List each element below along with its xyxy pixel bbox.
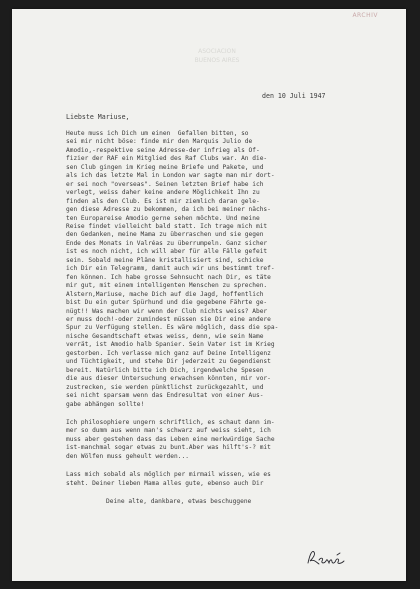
- text-line: nügt!! Was machen wir wenn der Club nichts weiss? Aber: [66, 307, 268, 315]
- text-line: bereit. Natürlich bitte ich Dich, irgendwelche Spesen: [66, 366, 264, 374]
- closing-line: Deine alte, dankbare, etwas beschuggene: [106, 498, 252, 506]
- text-line: Lass mich sobald als möglich per mirmail wissen, wie es: [66, 471, 271, 479]
- letter-date: den 10 Juli 1947: [262, 92, 326, 100]
- text-line: ich Dir ein Telegramm, damit auch wir uns bestimmt tref-: [66, 265, 275, 273]
- text-line: ist-manchmal sogar etwas zu bunt.Aber was hilft's-? mit: [66, 444, 271, 452]
- letterhead-line-1: ASOCIACION: [198, 48, 236, 55]
- text-line: Ende des Monats in Valréas zu überrumpeln. Ganz sicher: [66, 239, 268, 247]
- text-line: gabe abhängen sollte!: [66, 400, 145, 408]
- archive-stamp: ARCHIV: [352, 12, 378, 19]
- text-line: Ich philosophiere ungern schriftlich, es schaut dann im-: [66, 418, 275, 426]
- text-line: Heute muss ich Dich um einen Gefallen bitten, so: [66, 130, 249, 137]
- text-line: verrät, ist Amodio halb Spanier. Sein Vater ist im Krieg: [66, 341, 275, 349]
- text-line: er sei noch "overseas". Seinen letzten Brief habe ich: [66, 180, 264, 188]
- text-line: sen Club gingen im Krieg meine Briefe und Pakete, und: [66, 163, 264, 171]
- text-line: mir gut, mit einem intelligenten Menschen zu sprechen.: [66, 282, 268, 290]
- text-line: Amodio,-respektive seine Adresse-der infrieg als Of-: [66, 146, 260, 154]
- text-line: die aus dieser Untersuchung erwachsen könnten, mir vor-: [66, 375, 271, 383]
- text-line: muss aber gestehen dass das Leben eine merkwürdige Sache: [66, 435, 275, 443]
- text-line: Spur zu Verfügung stellen. Es wäre möglich, dass die spa-: [66, 324, 279, 332]
- letter-page: [12, 9, 406, 581]
- text-line: fen können. Ich habe grosse Sehnsucht nach Dir, es täte: [66, 273, 271, 281]
- text-line: als ich das letzte Mal in London war sagte man mir dort-: [66, 172, 275, 180]
- letterhead-line-2: BUENOS AIRES: [194, 57, 240, 64]
- text-line: er muss doch!-oder zumindest müssen sie Dir eine andere: [66, 315, 271, 323]
- text-line: nische Gesandtschaft etwas weiss, denn, wie sein Name: [66, 332, 264, 340]
- text-line: sein. Sobald meine Pläne kristallisiert sind, schicke: [66, 256, 264, 264]
- text-line: und Tüchtigkeit, und stehe Dir jederzeit zu Gegendienst: [66, 358, 271, 366]
- salutation: Liebste Mariuse,: [66, 113, 130, 121]
- text-line: gen diese Adresse zu bekommen, da ich bei meiner nächs-: [66, 206, 271, 214]
- text-line: finden als den Club. Es ist mir ziemlich daran gele-: [66, 197, 260, 205]
- text-line: zustrecken, sie werden pünktlichst zurückgezahlt, und: [66, 383, 264, 391]
- letter-body: [66, 130, 386, 507]
- text-line: den Wölfen muss geheult werden...: [66, 452, 189, 460]
- text-line: gestorben. Ich verlasse mich ganz auf Deine Intelligenz: [66, 349, 271, 357]
- text-line: ist es noch nicht, ich will aber für alle Fälle gefeit: [66, 248, 268, 256]
- text-line: sei nicht sparsam wenn das Endresultat von einer Aus-: [66, 392, 264, 400]
- paragraph-3: [66, 471, 386, 488]
- paragraph-1: [66, 130, 386, 409]
- text-line: Reise findet vielleicht bald statt. Ich trage mich mit: [66, 222, 268, 230]
- text-line: verlegt, weiss daher keine andere Möglichkeit Ihn zu: [66, 189, 260, 197]
- text-line: den Gedanken, meine Mama zu überraschen und sie gegen: [66, 231, 264, 239]
- text-line: ten Europareise Amodio gerne sehen möchte. Und meine: [66, 214, 260, 222]
- paragraph-2: [66, 419, 386, 461]
- text-line: bist Du ein guter Spürhund und die gegebene Fährte ge-: [66, 299, 268, 307]
- letterhead-watermark: [162, 47, 272, 65]
- signature-handwritten: [304, 546, 354, 568]
- text-line: Alstern,Mariuse, mache Dich auf die Jagd, hoffentlich: [66, 290, 264, 298]
- text-line: mer so dumm aus wenn man's schwarz auf weiss sieht, ich: [66, 427, 271, 435]
- text-line: steht. Deiner lieben Mama alles gute, ebenso auch Dir: [66, 479, 264, 487]
- text-line: sei mir nicht böse: finde mir den Marquis Julio de: [66, 138, 253, 146]
- text-line: fizier der RAF ein Mitglied des Raf Clubs war. An die-: [66, 155, 268, 163]
